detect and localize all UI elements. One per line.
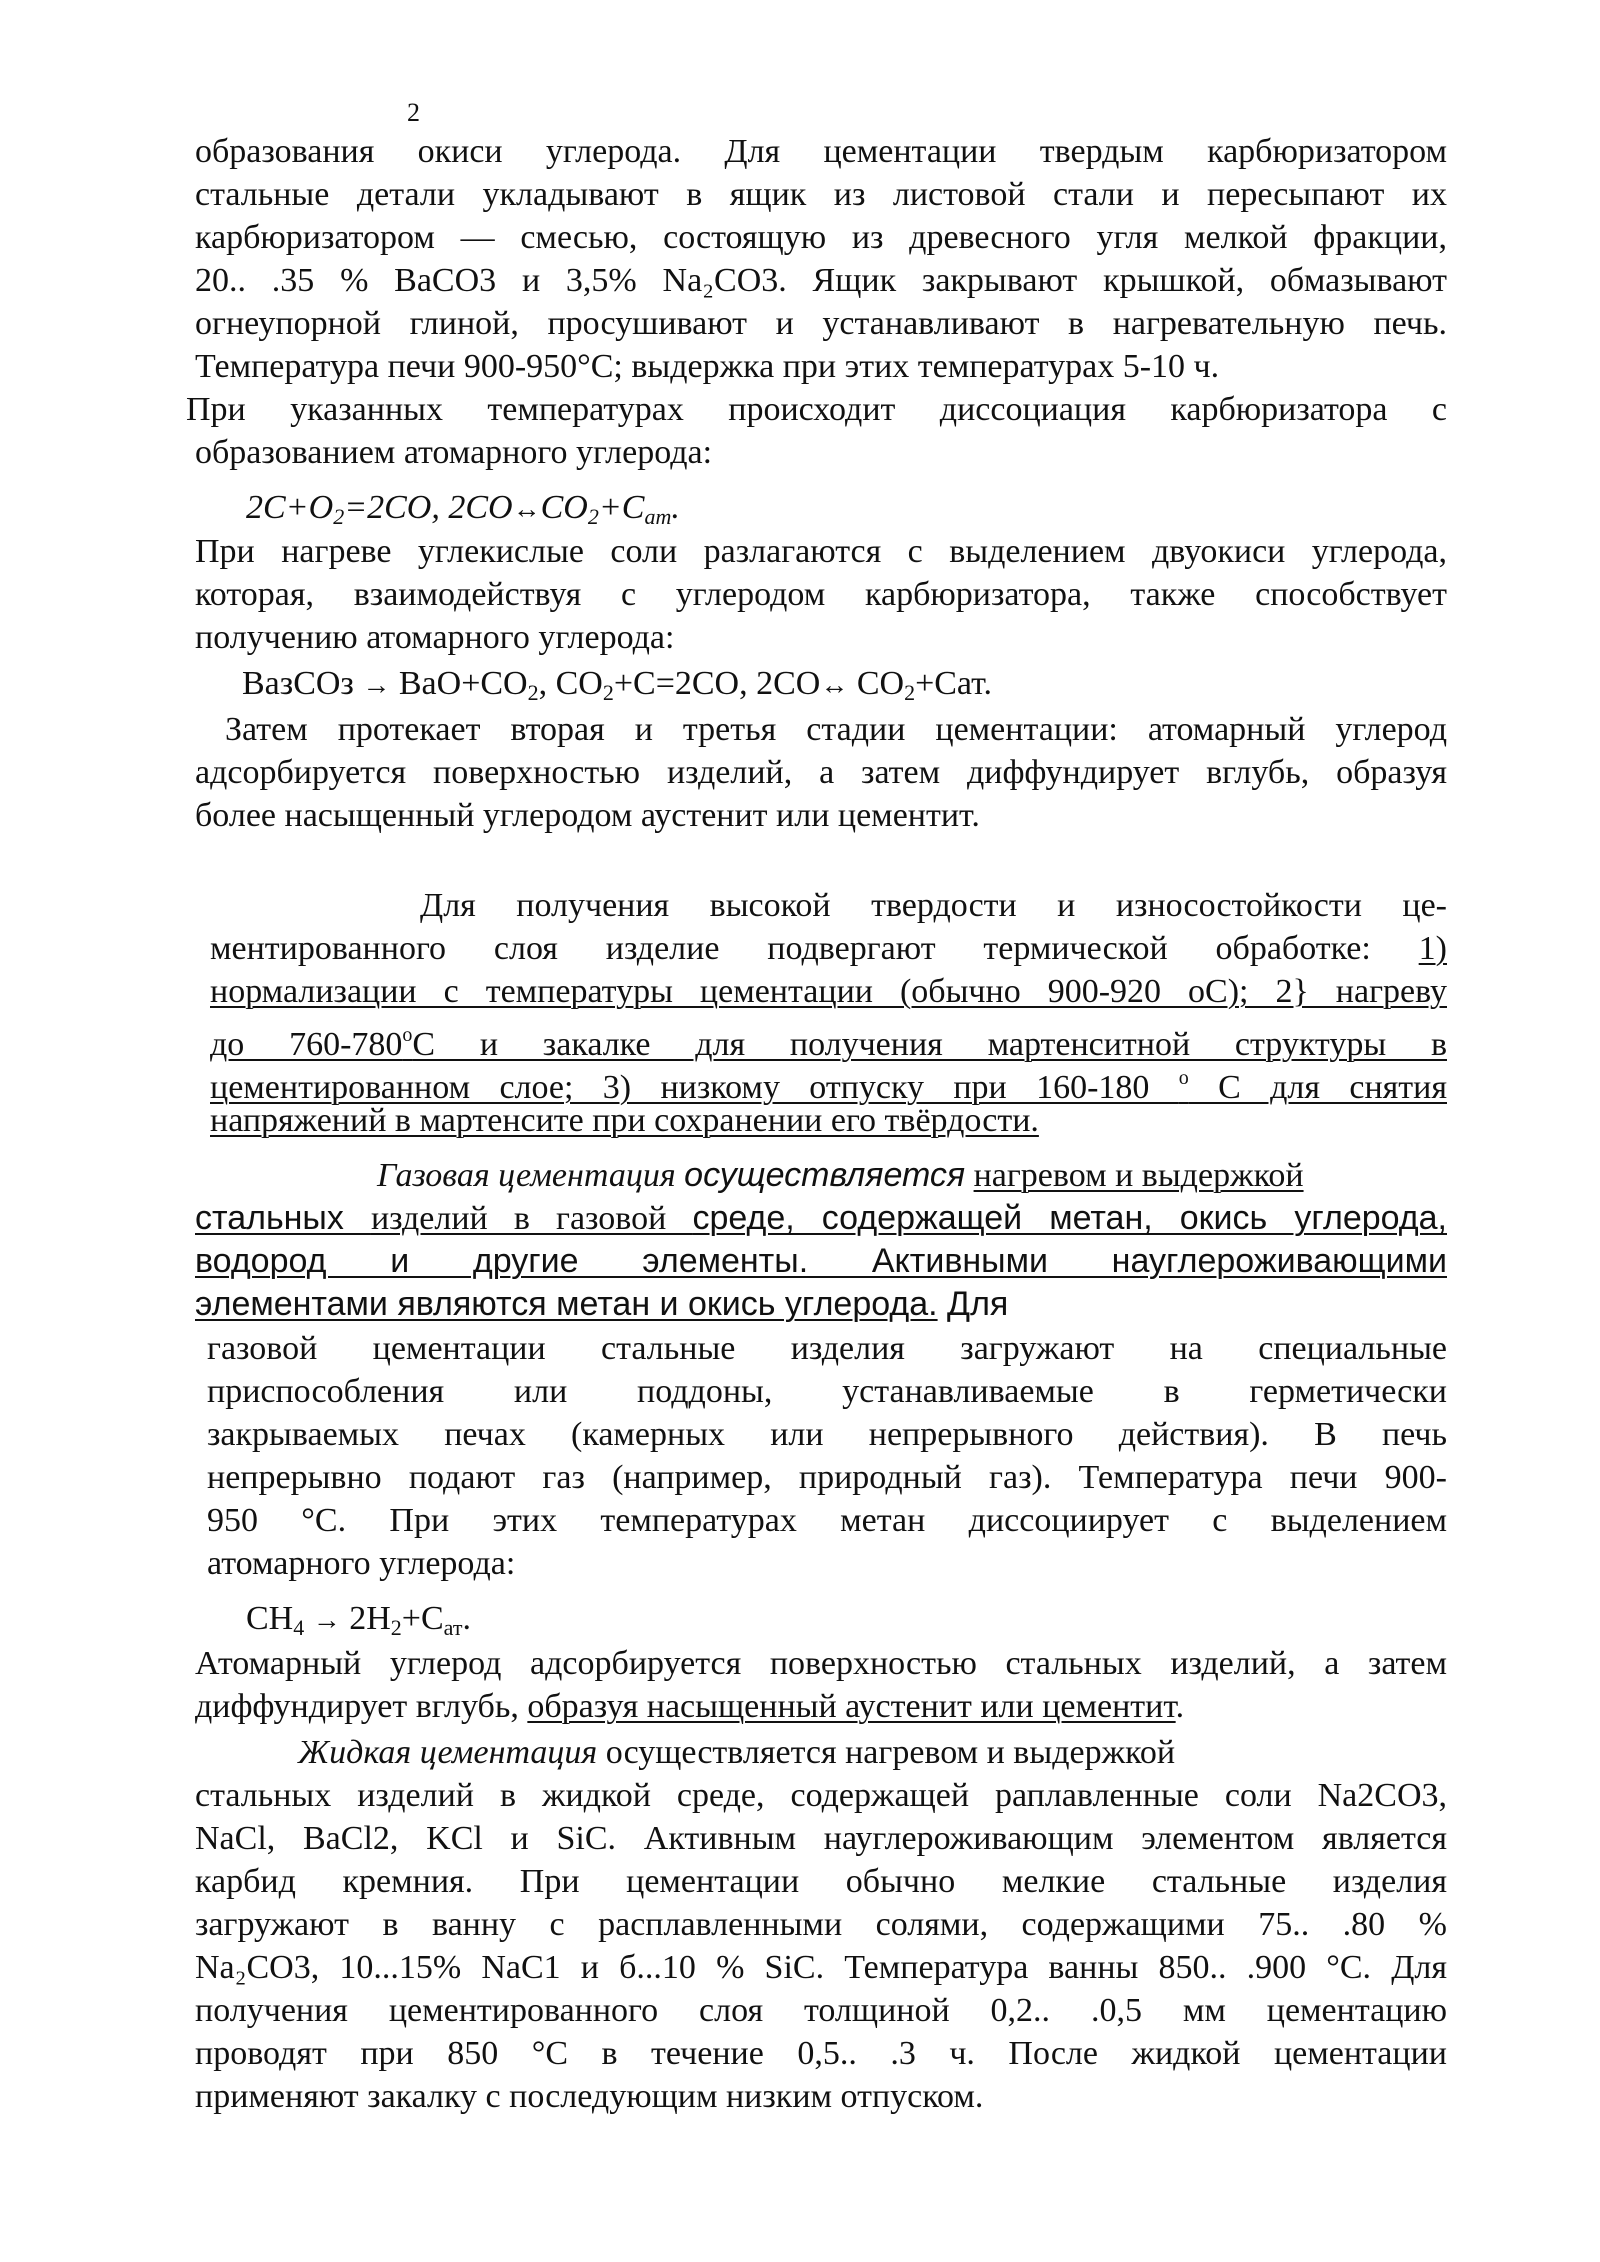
para7-line1: газовой цементации стальные изделия загружают на специальные [207, 1330, 1447, 1367]
page-number: 2 [407, 98, 420, 127]
para1-line4: 20.. .35 % BaCO3 и 3,5% Na₂CO3. Ящик закрывают крышкой, обмазывают [195, 262, 1447, 299]
para1-line5: огнеупорной глиной, просушивают и устанавливают в нагревательную печь. [195, 305, 1447, 342]
para4-line2: адсорбируется поверхностью изделий, а затем диффундирует вглубь, образуя [195, 754, 1447, 791]
para5-line2: ментированного слоя изделие подвергают термической обработке: 1) [210, 930, 1447, 967]
para7-line2: приспособления или поддоны, устанавливаемые в герметически [207, 1373, 1447, 1410]
para3-line1: При нагреве углекислые соли разлагаются с выделением двуокиси углерода, [195, 533, 1447, 570]
para5-line4: до $760-780^оС$ и закалке для получения мартенситной структуры в [210, 1024, 1447, 1063]
para6-line2: стальных изделий в газовой среде, содержащей метан, окись углерода, [195, 1199, 1447, 1237]
para5-line5: цементированном слое; 3) низкому отпуску при 160-180 $^о$ С для снятия [210, 1067, 1447, 1106]
para6-line1: Газовая цементация осуществляется нагревом и выдержкой [377, 1156, 1304, 1194]
para7-line5: 950 °С. При этих температурах метан диссоциирует с выделением [207, 1502, 1447, 1539]
para9-line3: NaCl, BaCl2, KCl и SiC. Активным науглероживающим элементом является [195, 1820, 1447, 1857]
para2-line1: При указанных температурах происходит диссоциация карбюризатора с [186, 391, 1447, 428]
para1-line1: образования окиси углерода. Для цементации твердым карбюризатором [195, 133, 1447, 170]
para9-line8: проводят при 850 °С в течение 0,5.. .3 ч. После жидкой цементации [195, 2035, 1447, 2072]
para9-line4: карбид кремния. При цементации обычно мелкие стальные изделия [195, 1863, 1447, 1900]
para6-line4: элементами являются метан и окись углерода. Для [195, 1285, 1009, 1323]
para9-line2: стальных изделий в жидкой среде, содержащей раплавленные соли Na2CO3, [195, 1777, 1447, 1814]
para1-line6: Температура печи 900-950°С; выдержка при этих температурах 5-10 ч. [195, 348, 1220, 385]
para7-line6: атомарного углерода: [207, 1545, 516, 1582]
para1-line2: стальные детали укладывают в ящик из листовой стали и пересыпают их [195, 176, 1447, 213]
para5-line1: Для получения высокой твердости и износостойкости це- [420, 887, 1447, 924]
para5-line6: напряжений в мартенсите при сохранении его твёрдости. [210, 1102, 1039, 1139]
para8-line2: диффундирует вглубь, образуя насыщенный аустенит или цементит. [195, 1688, 1185, 1725]
para3-line2: которая, взаимодействуя с углеродом карбюризатора, также способствует [195, 576, 1447, 613]
para5-line3: нормализации с температуры цементации (обычно 900-920 оС); 2} нагреву [210, 973, 1447, 1010]
para9-line7: получения цементированного слоя толщиной 0,2.. .0,5 мм цементацию [195, 1992, 1447, 2029]
para9-line9: применяют закалку с последующим низким отпуском. [195, 2078, 984, 2115]
formula-co-dissociation: $2С+О_2=2СО$, $2СО\leftrightarrow СО_2+С_{ат}$. [246, 489, 680, 529]
formula-carbonate-decomposition: ВазСОз → $ВаО+СО_2$, $СО_2+С=2СО$, 2СО↔ $СО_2+Сат$. [242, 665, 992, 705]
para2-line2: образованием атомарного углерода: [195, 434, 713, 471]
para9-line6: Na₂CO3, 10...15% NaC1 и б...10 % SiC. Температура ванны 850.. .900 °С. Для [195, 1949, 1447, 1986]
para7-line3: закрываемых печах (камерных или непрерывного действия). В печь [207, 1416, 1447, 1453]
formula-methane-dissociation: $СН_4 \to 2Н_2+С_{ат}$. [246, 1600, 471, 1640]
para9-line1: Жидкая цементация осуществляется нагревом и выдержкой [298, 1734, 1176, 1771]
para1-line3: карбюризатором — смесью, состоящую из древесного угля мелкой фракции, [195, 219, 1447, 256]
para4-line1: Затем протекает вторая и третья стадии цементации: атомарный углерод [225, 711, 1447, 748]
para9-line5: загружают в ванну с расплавленными солями, содержащими 75.. .80 % [195, 1906, 1447, 1943]
para8-line1: Атомарный углерод адсорбируется поверхностью стальных изделий, а затем [195, 1645, 1447, 1682]
para4-line3: более насыщенный углеродом аустенит или цементит. [195, 797, 980, 834]
para6-line3: водород и другие элементы. Активными науглероживающими [195, 1242, 1447, 1280]
para7-line4: непрерывно подают газ (например, природный газ). Температура печи 900- [207, 1459, 1447, 1496]
para3-line3: получению атомарного углерода: [195, 619, 675, 656]
